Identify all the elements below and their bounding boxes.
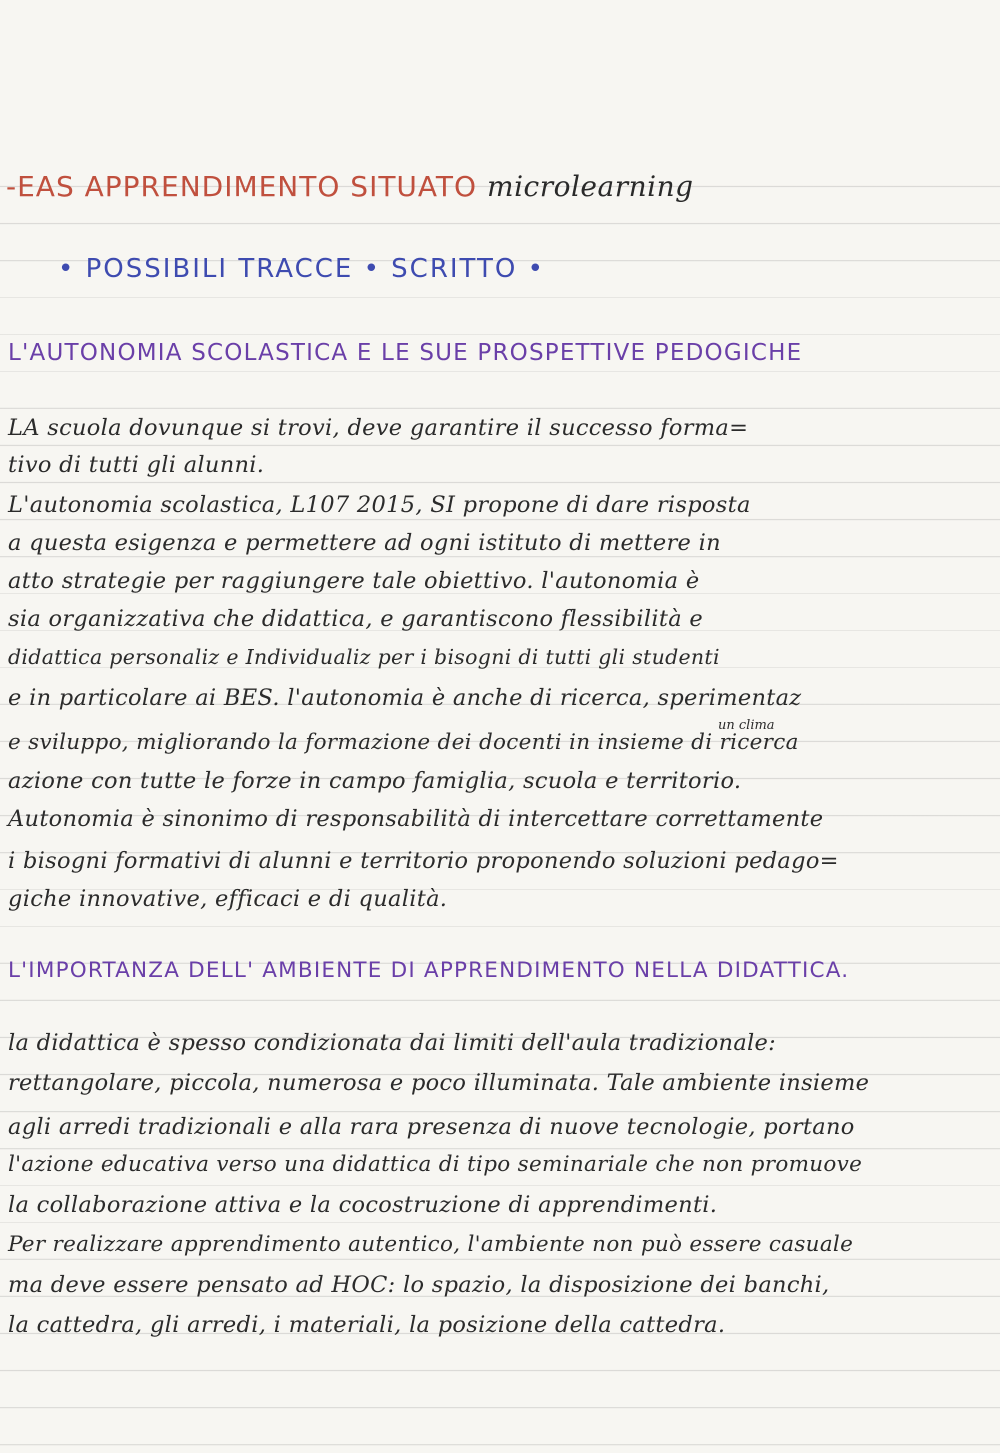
section-heading-ambiente: L'IMPORTANZA DELL' AMBIENTE DI APPRENDIMENTO NELLA DIDATTICA. xyxy=(8,958,850,983)
text-line: e in particolare ai BES. l'autonomia è anche di ricerca, sperimentaz xyxy=(8,685,802,711)
section-heading-autonomia: L'AUTONOMIA SCOLASTICA E LE SUE PROSPETTIVE PEDOGICHE xyxy=(8,340,803,366)
title-script-word: microlearning xyxy=(487,170,694,203)
text-line: sia organizzativa che didattica, e garantiscono flessibilità e xyxy=(8,606,704,632)
text-line: ma deve essere pensato ad HOC: lo spazio, la disposizione dei banchi, xyxy=(8,1272,830,1298)
page-top-margin xyxy=(0,0,1000,150)
page-title xyxy=(6,170,694,203)
text-line: L'autonomia scolastica, L107 2015, SI propone di dare risposta xyxy=(8,492,751,518)
text-line: didattica personaliz e Individualiz per i bisogni di tutti gli studenti xyxy=(8,645,720,669)
text-line: i bisogni formativi di alunni e territorio proponendo soluzioni pedago= xyxy=(8,848,839,874)
text-line: giche innovative, efficaci e di qualità. xyxy=(8,886,448,912)
text-line: la collaborazione attiva e la cocostruzione di apprendimenti. xyxy=(8,1192,718,1218)
text-line: Per realizzare apprendimento autentico, l'ambiente non può essere casuale xyxy=(8,1232,854,1257)
title-text: -EAS APPRENDIMENTO SITUATO xyxy=(6,170,478,203)
text-line: agli arredi tradizionali e alla rara presenza di nuove tecnologie, portano xyxy=(8,1114,855,1140)
text-line: rettangolare, piccola, numerosa e poco illuminata. Tale ambiente insieme xyxy=(8,1070,870,1096)
text-line: tivo di tutti gli alunni. xyxy=(8,452,265,478)
text-line: la cattedra, gli arredi, i materiali, la posizione della cattedra. xyxy=(8,1312,726,1338)
inserted-note: un clima xyxy=(718,718,775,733)
text-line: Autonomia è sinonimo di responsabilità di intercettare correttamente xyxy=(8,806,824,832)
subtitle: • POSSIBILI TRACCE • SCRITTO • xyxy=(58,254,545,284)
text-line: azione con tutte le forze in campo famiglia, scuola e territorio. xyxy=(8,768,742,794)
text-line: LA scuola dovunque si trovi, deve garantire il successo forma= xyxy=(8,415,749,441)
text-line: atto strategie per raggiungere tale obiettivo. l'autonomia è xyxy=(8,568,700,594)
text-line: la didattica è spesso condizionata dai limiti dell'aula tradizionale: xyxy=(8,1030,777,1056)
text-line: e sviluppo, migliorando la formazione dei docenti in insieme di ricerca xyxy=(8,730,799,755)
text-line: a questa esigenza e permettere ad ogni istituto di mettere in xyxy=(8,530,721,556)
text-line: l'azione educativa verso una didattica di tipo seminariale che non promuove xyxy=(8,1152,863,1177)
